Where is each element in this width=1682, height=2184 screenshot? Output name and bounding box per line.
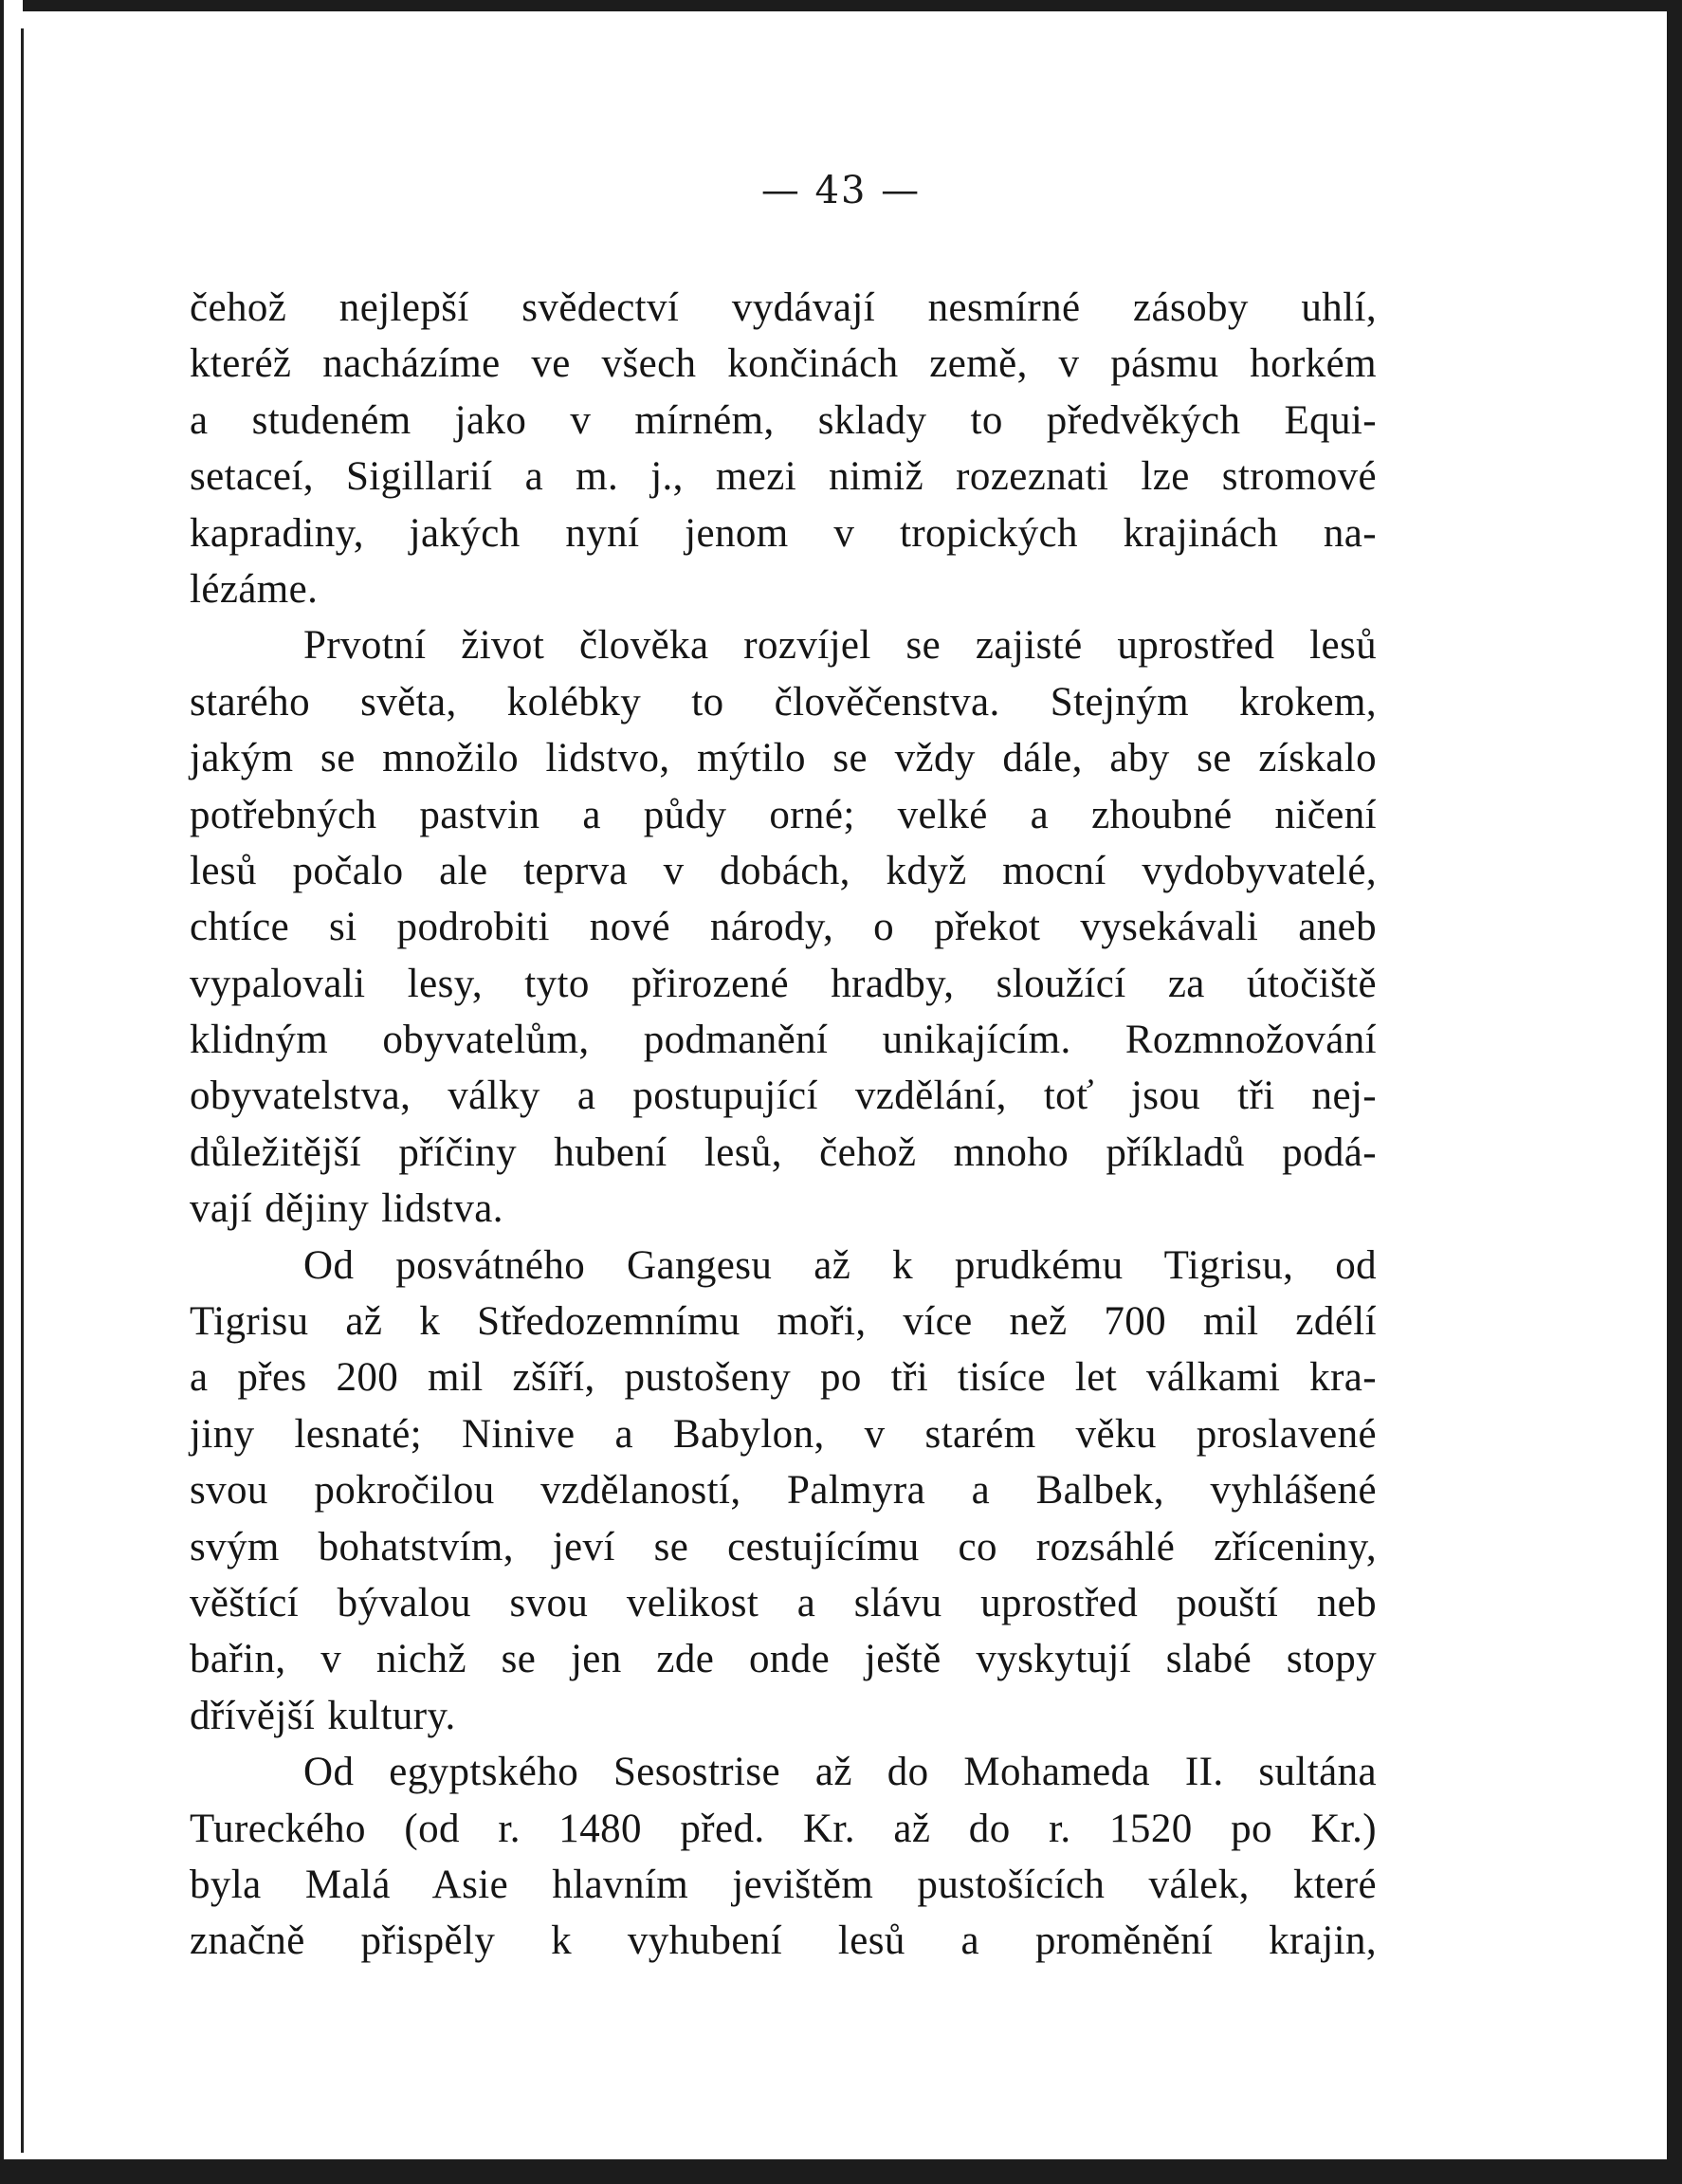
scan-edge-left	[0, 0, 23, 2184]
text-line: starého světa, kolébky to člověčenstva. Stejným krokem,	[190, 679, 1377, 725]
text-line: potřebných pastvin a půdy orné; velké a zhoubné ničení	[190, 792, 1377, 837]
text-line: jiny lesnaté; Ninive a Babylon, v starém věku proslavené	[190, 1411, 1377, 1457]
text-line: bařin, v nichž se jen zde onde ještě vyskytují slabé stopy	[190, 1637, 1377, 1682]
text-line: důležitější příčiny hubení lesů, čehož mnoho příkladů podá-	[190, 1129, 1377, 1175]
text-line: setaceí, Sigillarií a m. j., mezi nimiž rozeznati lze stromové	[190, 454, 1377, 500]
scan-edge-bottom	[0, 2159, 1682, 2184]
text-line: obyvatelstva, války a postupující vzdělání, toť jsou tři nej-	[190, 1074, 1377, 1119]
text-line: věštící bývalou svou velikost a slávu uprostřed pouští neb	[190, 1580, 1377, 1625]
text-line: byla Malá Asie hlavním jevištěm pustošících válek, které	[190, 1862, 1377, 1907]
text-line: Tigrisu až k Středozemnímu moři, více než 700 mil zdélí	[190, 1299, 1377, 1345]
scan-binding-line	[21, 28, 24, 2153]
text-line: Tureckého (od r. 1480 před. Kr. až do r. 1520 po Kr.)	[190, 1806, 1377, 1851]
text-line: svou pokročilou vzdělaností, Palmyra a Balbek, vyhlášené	[190, 1468, 1377, 1514]
text-line: lesů počalo ale teprva v dobách, když mocní vydobyvatelé,	[190, 848, 1377, 893]
text-line: Prvotní život člověka rozvíjel se zajisté uprostřed lesů	[303, 623, 1377, 669]
text-line: značně přispěly k vyhubení lesů a proměnění krajin,	[190, 1918, 1377, 1964]
scan-edge-top	[0, 0, 1682, 11]
text-line: Od posvátného Gangesu až k prudkému Tigrisu, od	[303, 1242, 1377, 1288]
text-line: kapradiny, jakých nyní jenom v tropických krajinách na-	[190, 510, 1377, 556]
text-line: klidným obyvatelům, podmanění unikajícím. Rozmnožování	[190, 1018, 1377, 1063]
page-number: — 43 —	[760, 169, 922, 212]
scan-edge-right	[1667, 0, 1682, 2184]
text-line: dřívější kultury.	[190, 1693, 456, 1738]
text-line: chtíce si podrobiti nové národy, o překot vysekávali aneb	[190, 905, 1377, 950]
text-line: čehož nejlepší svědectví vydávají nesmírné zásoby uhlí,	[190, 285, 1377, 330]
text-line: lézáme.	[190, 566, 319, 612]
text-line: Od egyptského Sesostrise až do Mohameda II. sultána	[303, 1750, 1377, 1795]
text-line: vají dějiny lidstva.	[190, 1186, 503, 1232]
text-line: a studeném jako v mírném, sklady to předvěkých Equi-	[190, 397, 1377, 443]
text-line: a přes 200 mil zšíří, pustošeny po tři tisíce let válkami kra-	[190, 1355, 1377, 1401]
text-line: svým bohatstvím, jeví se cestujícímu co rozsáhlé zříceniny,	[190, 1524, 1377, 1569]
text-line: kteréž nacházíme ve všech končinách země, v pásmu horkém	[190, 341, 1377, 387]
body-text	[190, 280, 1377, 1970]
text-line: jakým se množilo lidstvo, mýtilo se vždy dále, aby se získalo	[190, 736, 1377, 781]
text-line: vypalovali lesy, tyto přirozené hradby, sloužící za útočiště	[190, 961, 1377, 1006]
